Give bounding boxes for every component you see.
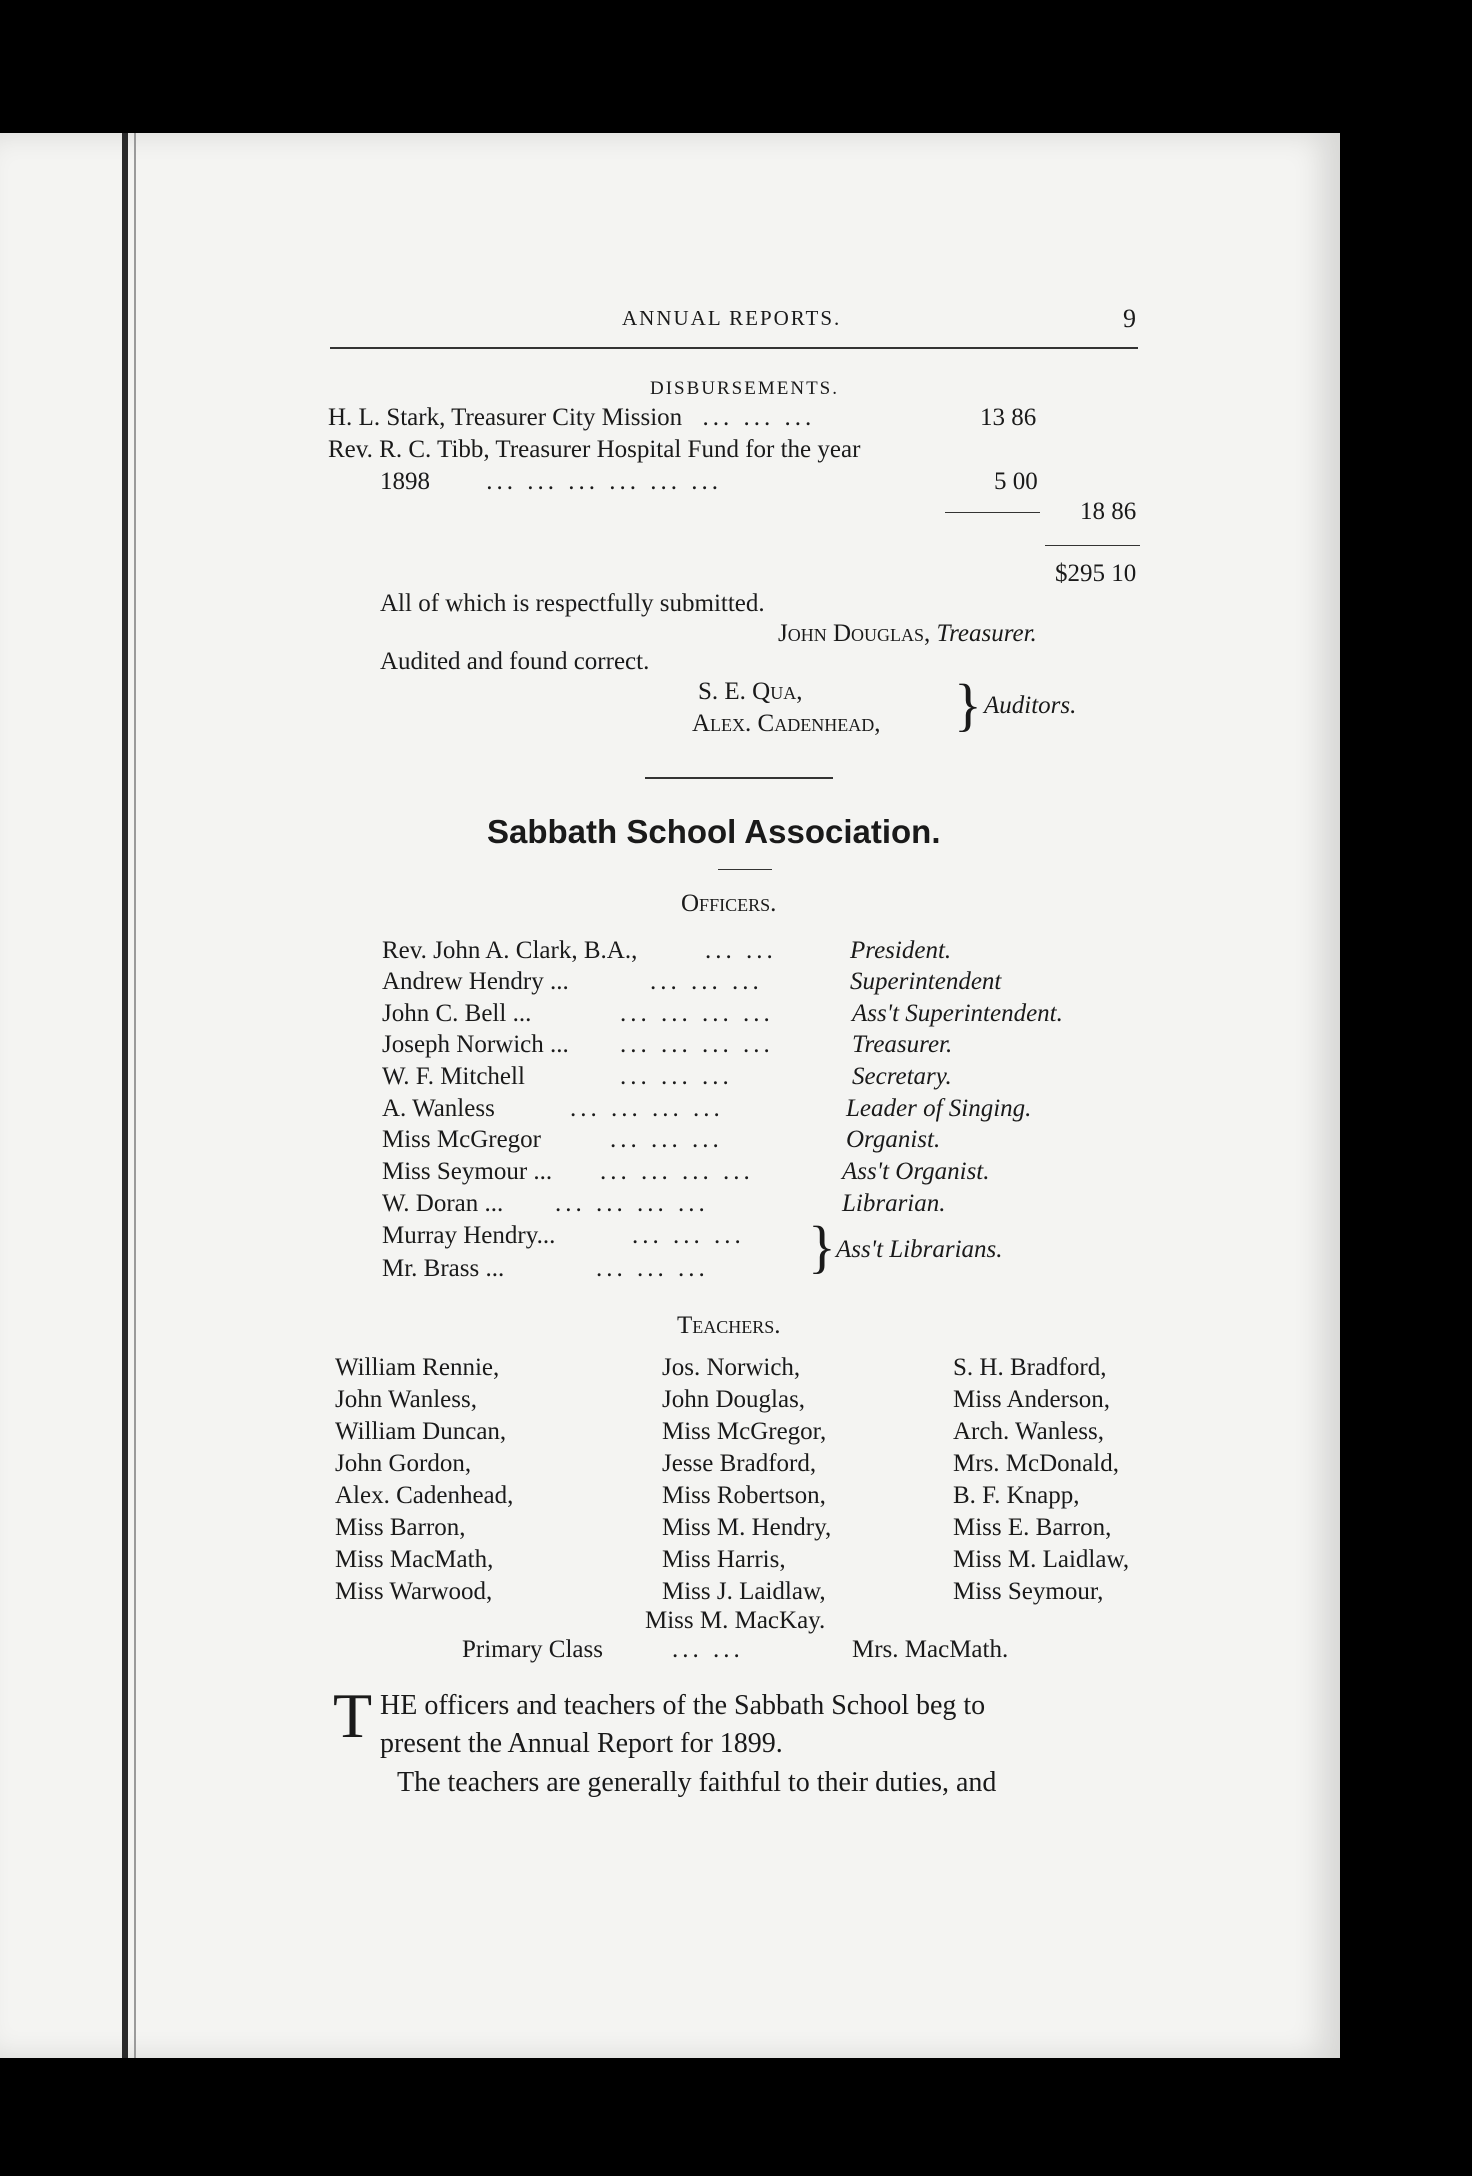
running-title: ANNUAL REPORTS. <box>622 306 842 330</box>
section-title: Sabbath School Association. <box>487 813 941 850</box>
officer-dots-5: ... ... ... ... <box>570 1095 724 1122</box>
binding-gutter <box>122 133 128 2058</box>
audited-text: Audited and found correct. <box>380 648 650 675</box>
report-line-1: HE officers and teachers of the Sabbath School beg to <box>380 1690 986 1721</box>
asst-librarian-1: Murray Hendry... <box>382 1222 556 1249</box>
asst-librarian-2: Mr. Brass ... <box>382 1255 505 1282</box>
teacher: John Douglas, <box>662 1386 806 1413</box>
primary-class-teacher: Mrs. MacMath. <box>852 1636 1009 1663</box>
officers-heading: Officers. <box>681 890 777 917</box>
officer-name-7: Miss Seymour ... <box>382 1158 553 1185</box>
officer-name-5: A. Wanless <box>382 1095 495 1122</box>
subtotal-rule <box>945 512 1040 513</box>
officer-role-3: Treasurer. <box>852 1031 953 1058</box>
drop-cap: T <box>333 1680 373 1751</box>
auditors-label: Auditors. <box>984 692 1077 719</box>
disbursements-heading: DISBURSEMENTS. <box>650 378 839 399</box>
officer-role-8: Librarian. <box>842 1190 946 1217</box>
officer-name-1: Andrew Hendry ... <box>382 968 569 995</box>
disbursement-1-amount: 13 86 <box>980 404 1037 431</box>
total-rule <box>1045 545 1140 546</box>
disbursement-3-text: 1898 <box>380 468 430 495</box>
asst-librarians-brace: } <box>808 1214 836 1279</box>
auditors-brace: } <box>954 672 982 737</box>
teachers-heading: Teachers. <box>677 1312 781 1339</box>
subtotal: 18 86 <box>1080 498 1137 525</box>
officer-role-1: Superintendent <box>850 968 1002 995</box>
officer-role-5: Leader of Singing. <box>846 1095 1032 1122</box>
teacher: Mrs. McDonald, <box>953 1450 1119 1477</box>
teacher: Miss Seymour, <box>953 1578 1104 1605</box>
binding-line <box>134 133 136 2058</box>
officer-name-4: W. F. Mitchell <box>382 1063 525 1090</box>
teacher: Miss Harris, <box>662 1546 786 1573</box>
teacher: Miss Robertson, <box>662 1482 826 1509</box>
teacher: Jesse Bradford, <box>662 1450 817 1477</box>
disbursement-line-3 <box>380 468 722 496</box>
teacher: Miss E. Barron, <box>953 1514 1112 1541</box>
officer-name-3: Joseph Norwich ... <box>382 1031 569 1058</box>
teacher: Miss M. Laidlaw, <box>953 1546 1130 1573</box>
teachers-column-2 <box>662 1352 831 1608</box>
teacher: Miss Warwood, <box>335 1578 493 1605</box>
officer-dots-3: ... ... ... ... <box>620 1031 774 1058</box>
disbursement-3-amount: 5 00 <box>994 468 1038 495</box>
asst-librarians-role: Ass't Librarians. <box>836 1236 1003 1263</box>
officer-role-6: Organist. <box>846 1126 941 1153</box>
teacher: Miss J. Laidlaw, <box>662 1578 826 1605</box>
teacher: Miss M. Hendry, <box>662 1514 832 1541</box>
officer-name-0: Rev. John A. Clark, B.A., <box>382 937 638 964</box>
teachers-column-1 <box>335 1352 513 1608</box>
teacher: Arch. Wanless, <box>953 1418 1104 1445</box>
section-divider <box>645 777 833 779</box>
teacher: Miss McGregor, <box>662 1418 827 1445</box>
officer-role-7: Ass't Organist. <box>842 1158 990 1185</box>
officer-dots-2: ... ... ... ... <box>620 1000 774 1027</box>
disbursement-line-2: Rev. R. C. Tibb, Treasurer Hospital Fund for the year <box>328 436 861 463</box>
asst-librarian-2-dots: ... ... ... <box>596 1255 709 1282</box>
treasurer-name: John Douglas, <box>778 620 931 647</box>
teacher: Alex. Cadenhead, <box>335 1482 514 1509</box>
treasurer-title: Treasurer. <box>936 620 1037 647</box>
officer-dots-7: ... ... ... ... <box>600 1158 754 1185</box>
officer-name-6: Miss McGregor <box>382 1126 542 1153</box>
teacher: William Rennie, <box>335 1354 500 1381</box>
page-number: 9 <box>1123 304 1136 333</box>
teacher: John Wanless, <box>335 1386 477 1413</box>
teacher: William Duncan, <box>335 1418 507 1445</box>
teacher-last: Miss M. MacKay. <box>645 1607 826 1634</box>
officer-role-4: Secretary. <box>852 1063 952 1090</box>
officer-name-2: John C. Bell ... <box>382 1000 532 1027</box>
officer-name-8: W. Doran ... <box>382 1190 504 1217</box>
report-line-3: The teachers are generally faithful to their duties, and <box>397 1767 997 1798</box>
teacher: S. H. Bradford, <box>953 1354 1107 1381</box>
officer-dots-1: ... ... ... <box>650 968 763 995</box>
officer-dots-4: ... ... ... <box>620 1063 733 1090</box>
disbursement-line-1 <box>328 404 815 432</box>
officer-dots-8: ... ... ... ... <box>555 1190 709 1217</box>
report-line-2: present the Annual Report for 1899. <box>380 1728 783 1759</box>
primary-class-dots: ... ... <box>672 1636 744 1663</box>
primary-class-label: Primary Class <box>462 1636 603 1663</box>
disbursement-1-text: H. L. Stark, Treasurer City Mission <box>328 404 683 431</box>
title-rule <box>718 869 772 870</box>
treasurer-signature <box>778 620 1037 648</box>
auditor-1: S. E. Qua, <box>698 678 803 705</box>
disbursement-1-dots: ... ... ... <box>702 404 816 431</box>
officer-role-0: President. <box>850 937 952 964</box>
teacher: Miss Anderson, <box>953 1386 1110 1413</box>
grand-total: $295 10 <box>1055 560 1137 587</box>
disbursement-3-dots: ... ... ... ... ... ... <box>486 468 722 495</box>
teacher: Jos. Norwich, <box>662 1354 801 1381</box>
officer-role-2: Ass't Superintendent. <box>852 1000 1063 1027</box>
submitted-text: All of which is respectfully submitted. <box>380 590 765 617</box>
header-rule <box>330 347 1138 349</box>
auditor-2: Alex. Cadenhead, <box>692 710 881 737</box>
teacher: Miss Barron, <box>335 1514 466 1541</box>
officer-dots-6: ... ... ... <box>610 1126 723 1153</box>
teacher: John Gordon, <box>335 1450 472 1477</box>
asst-librarian-1-dots: ... ... ... <box>632 1222 745 1249</box>
teacher: B. F. Knapp, <box>953 1482 1080 1509</box>
officer-dots-0: ... ... <box>705 937 777 964</box>
teachers-column-3 <box>953 1352 1129 1608</box>
teacher: Miss MacMath, <box>335 1546 494 1573</box>
